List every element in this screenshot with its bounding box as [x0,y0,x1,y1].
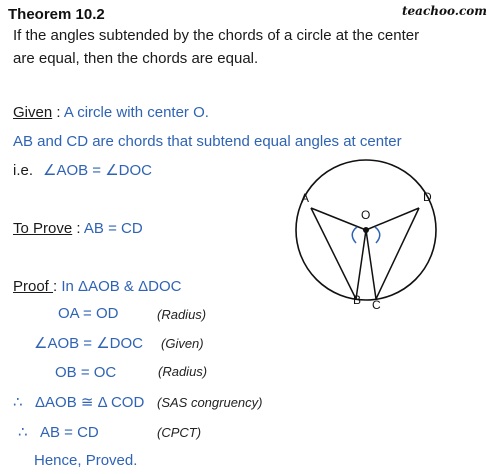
therefore-symbol: ∴ [13,394,23,411]
therefore-symbol: ∴ [18,424,28,441]
proof-step-reason: (Radius) [157,307,207,322]
given-chords-text: AB and CD are chords that subtend equal angles at center [13,133,402,150]
radius-oa [311,208,366,230]
radius-ob [356,230,366,299]
proof-label: Proof [13,278,54,295]
proof-step-statement: AB = CD [40,424,99,441]
proof-triangles: In ΔAOB & ΔDOC [61,278,182,295]
proof-step-statement: ∠AOB = ∠DOC [34,335,143,352]
point-label-d: D [423,190,432,204]
proof-step-reason: (CPCT) [157,425,202,440]
point-label-c: C [372,298,381,312]
radius-oc [366,230,376,299]
given-separator: : [52,104,64,121]
page-title: Theorem 10.2 [8,6,105,23]
chord-cd [376,208,419,299]
given-ie-prefix: i.e. [13,162,34,179]
chord-ab [311,208,356,299]
proof-step-statement: ΔAOB ≅ Δ COD [35,394,145,411]
to-prove-label: To Prove [13,220,73,237]
proof-step-reason: (Given) [161,336,204,351]
radius-od [366,208,419,230]
to-prove-value: AB = CD [83,220,143,237]
proof-step-reason: (Radius) [158,364,208,379]
proof-step-reason: (SAS congruency) [157,395,263,410]
proof-separator: : [53,278,62,295]
given-angle-equality: ∠AOB = ∠DOC [43,162,153,179]
point-label-o: O [361,208,371,222]
theorem-statement-line-2: are equal, then the chords are equal. [13,50,259,67]
point-label-a: A [301,191,310,205]
proof-conclusion: Hence, Proved. [34,452,138,469]
point-label-b: B [353,293,362,307]
angle-arc-doc [375,227,380,243]
angle-arc-aob [352,227,357,243]
theorem-statement-line-1: If the angles subtended by the chords of a circle at the center [13,27,420,44]
given-label: Given [13,104,53,121]
proof-step-statement: OB = OC [55,364,117,381]
center-point [363,227,369,233]
to-prove-separator: : [72,220,84,237]
brand-logo-text: teachoo.com [402,4,487,18]
given-circle-text: A circle with center O. [63,104,209,121]
proof-step-statement: OA = OD [58,305,119,322]
